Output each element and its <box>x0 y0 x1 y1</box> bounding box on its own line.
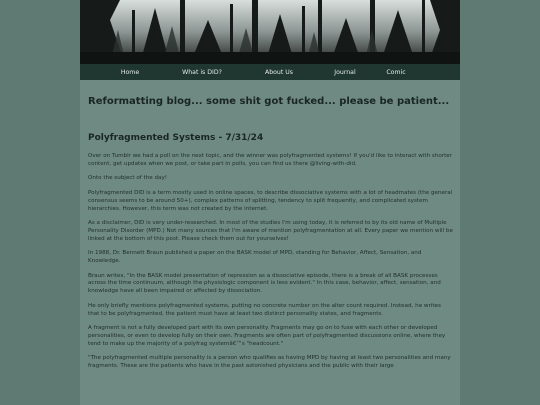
post-paragraph: Polyfragmented DID is a term mostly used in online spaces, to describe dissociative systems with a lot of headmates (the general consensus seems to be around 50+), complex patterns of splitting, tendency to split frequently, and complicated system hierarchies. However, this term was not created by the internet. <box>88 190 453 212</box>
post-paragraph: Braun writes, "In the BASK model presentation of repression as a dissociative episode, there is a break of all BASK processes across the time continuum, although the physiologic component is less evident." In this case, behavior, affect, sensation, and knowledge have all been impaired or affected by dissociation. <box>88 272 441 295</box>
post-paragraph: In 1988, Dr. Bennett Braun published a paper on the BASK model of MPD, standing for Behavior, Affect, Sensation, and Knowledge. <box>88 250 422 265</box>
post-paragraph: "The polyfragmented multiple personality is a person who qualifies as having MPD by having at least two personalities and many fragments. These are the patients who have in the past astonished physicians and the public with their large <box>88 355 451 370</box>
page-container <box>80 0 460 405</box>
main-content <box>88 80 454 378</box>
nav-journal-link[interactable]: Journal <box>334 68 356 76</box>
nav-comic-link[interactable]: Comic <box>386 68 406 76</box>
post-paragraph: Onto the subject of the day! <box>88 175 168 182</box>
post-paragraph: Over on Tumblr we had a poll on the next topic, and the winner was polyfragmented systems! If you'd like to interact with shorter content, get updates when we post, or take part in polls, you can find us there @living-with-did. <box>88 153 453 167</box>
post-paragraph: As a disclaimer, DID is very under-researched. In most of the studies I'm using today, it is referred to by its old name of Multiple Personality Disorder (MPD.) Not many sources that I'm aware of mention polyfragmentation at all. Every paper we mention will be linked at the bottom of this post. Please check them out for yourselves! <box>88 220 453 242</box>
forest-silhouette <box>80 0 460 64</box>
nav-home-link[interactable]: Home <box>120 68 140 76</box>
nav-what-is-did-link[interactable]: What is DID? <box>182 68 222 76</box>
main-navigation <box>80 64 460 80</box>
nav-about-us-link[interactable]: About Us <box>264 68 293 76</box>
forest-banner-image <box>80 0 460 64</box>
post-paragraph: A fragment is not a fully developed part with its own personality. Fragments may go on to fuse with each other or developed personalities, or even to develop fully on their own. Fragments are often part of polyfragmented discussions online, where they tend to make up the majority of a polyfrag systemâ€™s "headcount." <box>88 325 446 347</box>
post-paragraph: He only briefly mentions polyfragmented systems, putting no concrete number on the alter count required. Instead, he writes that to be polyfragmented, the patient must have at least two distinct personality states, and fragments. <box>88 302 441 317</box>
post-title: Polyfragmented Systems - 7/31/24 <box>88 133 264 143</box>
reformatting-notice: Reformatting blog... some shit got fucked... please be patient... <box>88 96 450 107</box>
